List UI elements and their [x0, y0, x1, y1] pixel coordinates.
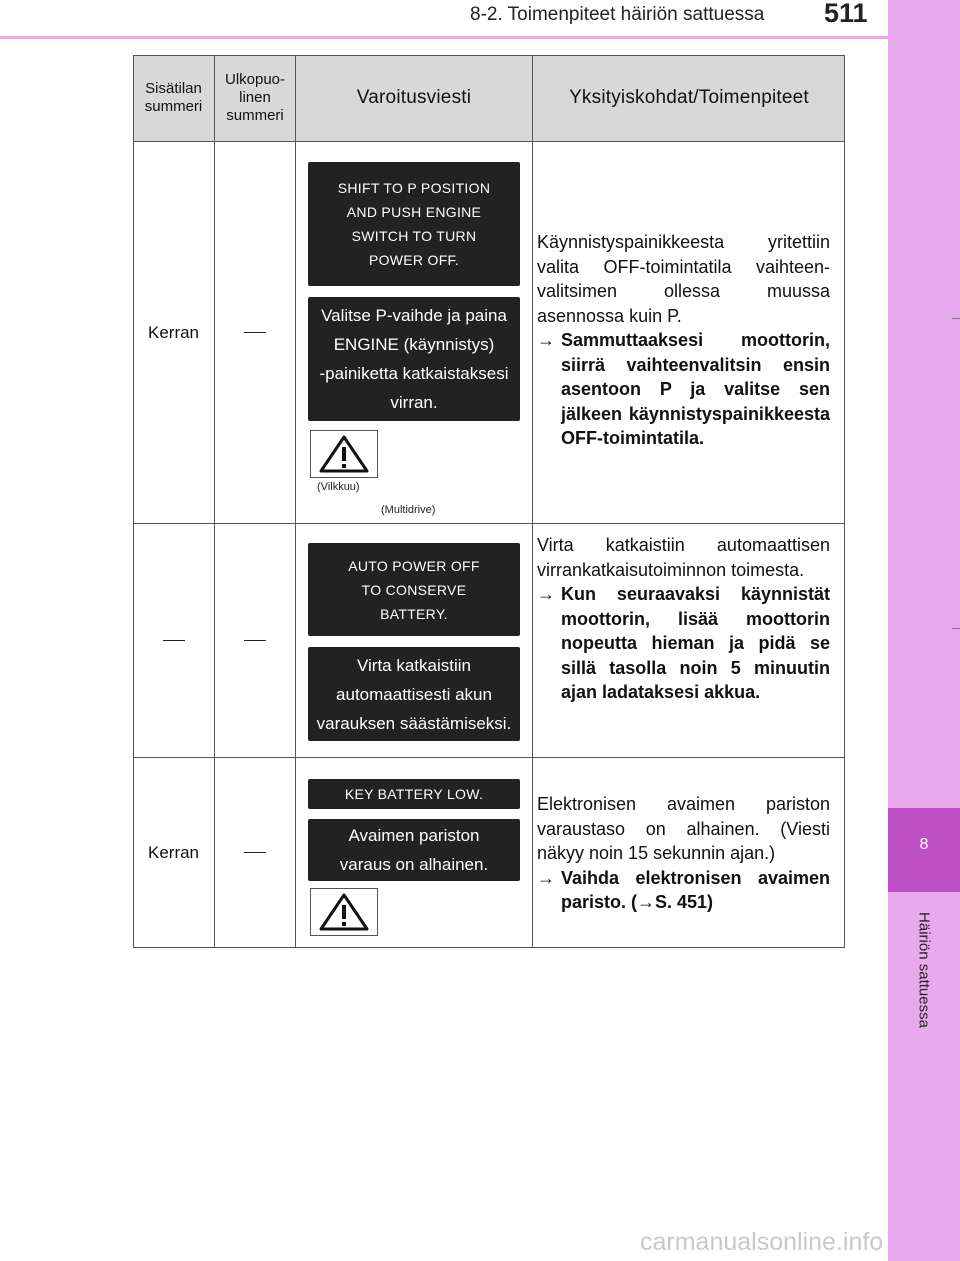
dash-mark [163, 640, 185, 641]
page-number: 511 [824, 0, 868, 28]
chapter-number: 8 [919, 836, 929, 853]
finnish-display-message: Avaimen pariston varaus on alhainen. [308, 819, 520, 881]
model-note: (Multidrive) [381, 504, 436, 516]
watermark: carmanualsonline.info [640, 1228, 884, 1256]
margin-tick [952, 628, 960, 629]
english-display-message: KEY BATTERY LOW. [308, 779, 520, 809]
details-text: Käynnistyspainikkeesta yritettiin valita OFF-toimintatila vaihteen-valitsimen ollessa muussa asennossa kuin P. [537, 232, 830, 326]
action-instruction: → Vaihda elektronisen avaimen paristo. (→S. 451) [537, 866, 830, 915]
section-title: 8-2. Toimenpiteet häiriön sattuessa [470, 4, 765, 25]
column-header-warning-message: Varoitusviesti [296, 55, 532, 141]
warning-triangle-icon [310, 888, 378, 936]
arrow-icon: → [537, 584, 555, 604]
table-row-3-interior-buzzer: Kerran [147, 842, 200, 862]
english-display-message: AUTO POWER OFF TO CONSERVE BATTERY. [308, 543, 520, 636]
dash-mark [244, 332, 266, 333]
details-row-2 [537, 533, 830, 705]
action-instruction: → Kun seuraavaksi käynnistät moottorin, lisää moottorin nopeutta hieman ja pidä se sillä tasolla noin 5 minuutin ajan ladataksesi akkua. [537, 582, 830, 705]
dash-mark [244, 852, 266, 853]
details-text: Elektronisen avaimen pariston varaustaso on alhainen. (Viesti näkyy noin 15 sekunnin ajan.) [537, 794, 830, 863]
table-row-2-interior-buzzer [133, 524, 214, 757]
table-row-3-exterior-buzzer [215, 758, 295, 947]
table-row-1-interior-buzzer: Kerran [147, 322, 200, 342]
chapter-strip [888, 0, 960, 1261]
table-row-1-exterior-buzzer [215, 142, 295, 523]
column-header-exterior-buzzer: Ulkopuo- linen summeri [215, 55, 295, 141]
english-display-message: SHIFT TO P POSITION AND PUSH ENGINE SWITCH TO TURN POWER OFF. [308, 162, 520, 286]
icon-caption: (Vilkkuu) [317, 481, 360, 493]
column-header-details: Yksityiskohdat/Toimenpiteet [533, 55, 845, 141]
table-border [844, 55, 845, 948]
finnish-display-message: Virta katkaistiin automaattisesti akun varauksen säästämiseksi. [308, 647, 520, 741]
warning-triangle-icon [310, 430, 378, 478]
details-text: Virta katkaistiin automaattisen virrankatkaisutoiminnon toimesta. [537, 535, 830, 580]
details-row-1 [537, 230, 830, 451]
table-border [295, 55, 296, 948]
table-border [532, 55, 533, 948]
table-row-2-exterior-buzzer [215, 524, 295, 757]
details-row-3 [537, 792, 830, 915]
warning-message-table [133, 55, 845, 948]
arrow-icon: → [537, 867, 555, 888]
header-divider [0, 36, 888, 39]
dash-mark [244, 640, 266, 641]
column-header-interior-buzzer: Sisätilan summeri [133, 55, 214, 141]
finnish-display-message: Valitse P-vaihde ja paina ENGINE (käynnistys) -painiketta katkaistaksesi virran. [308, 297, 520, 421]
table-border [133, 947, 845, 948]
chapter-label: Häiriön sattuessa [915, 912, 933, 1028]
action-instruction: → Sammuttaaksesi moottorin, siirrä vaihteenvalitsin ensin asentoon P ja valitse sen jälkeen käynnistyspainikkeesta OFF-toimintatila. [537, 328, 830, 451]
table-border [133, 55, 845, 56]
margin-tick [952, 318, 960, 319]
arrow-icon: → [537, 330, 555, 350]
